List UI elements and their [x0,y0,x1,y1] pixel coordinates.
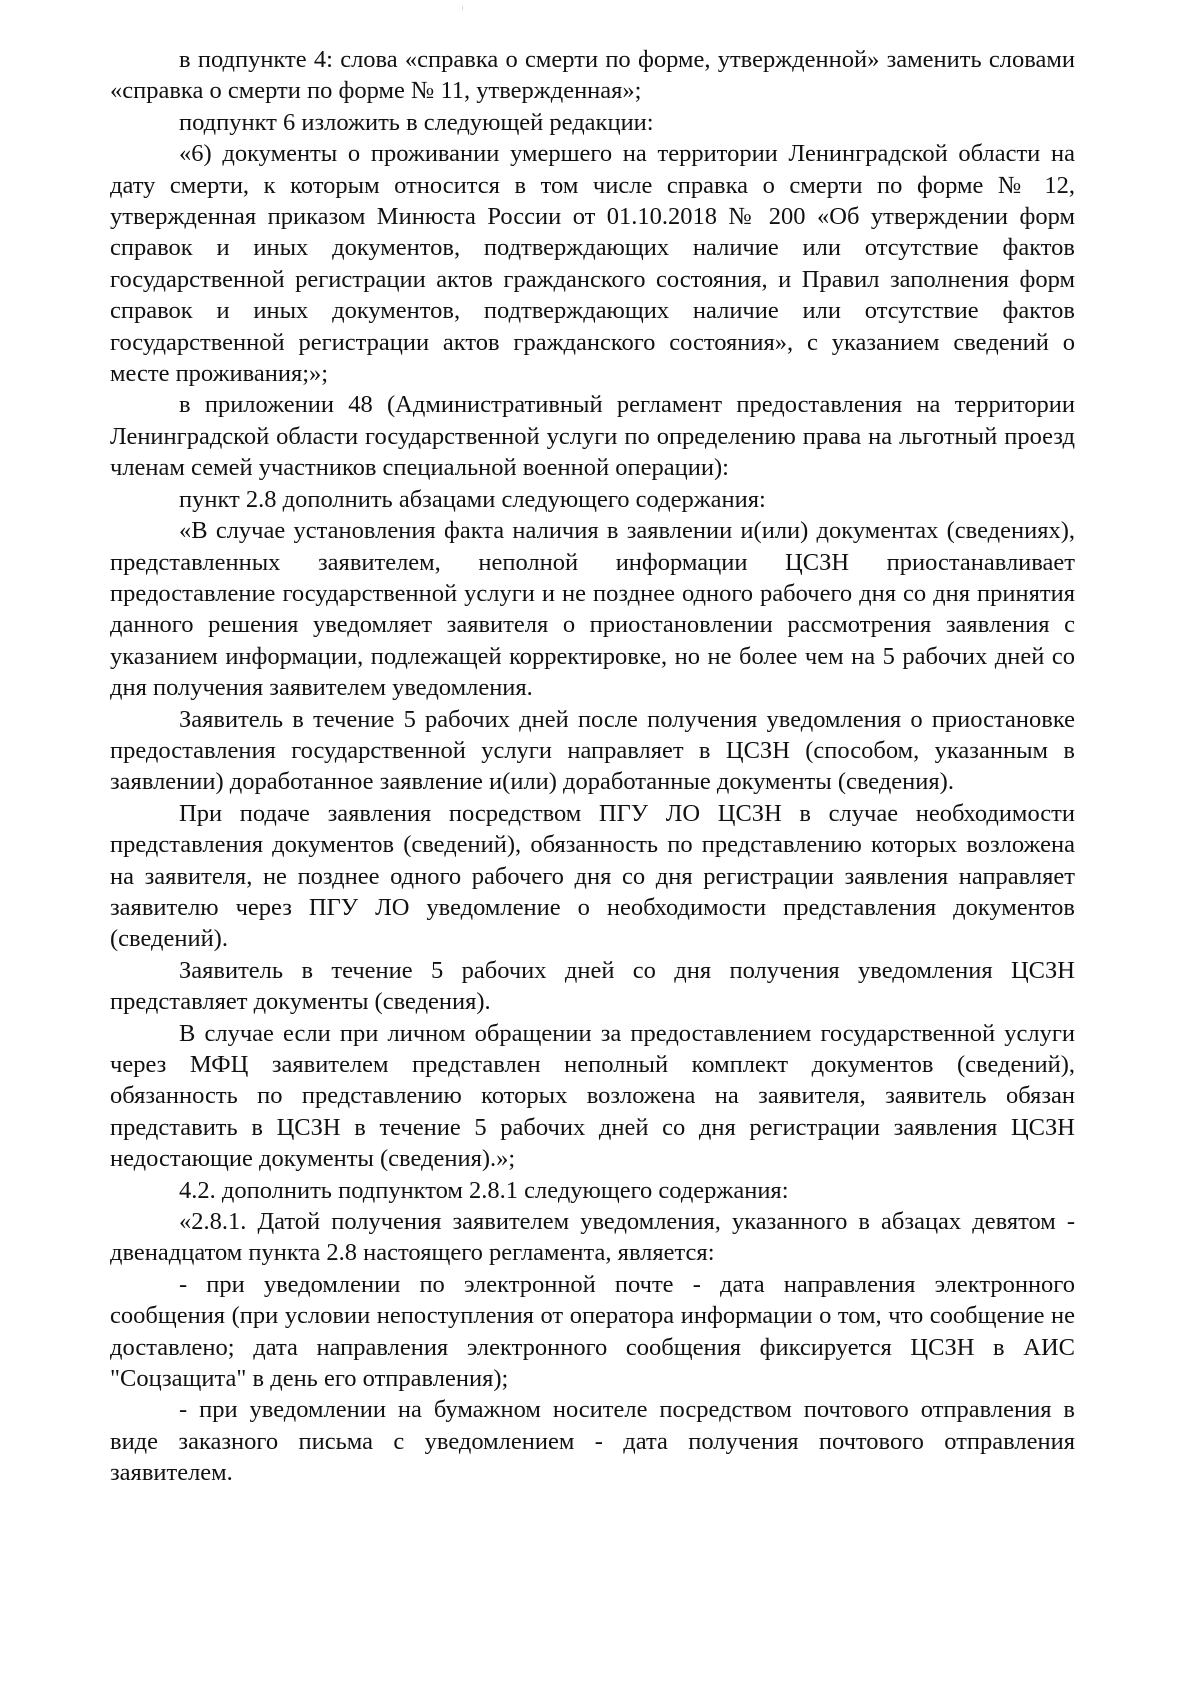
paragraph-8: При подаче заявления посредством ПГУ ЛО ЦСЗН в случае необходимости представления документов (сведений), обязанность по представлению которых возложена на заявителя, не позднее одного рабочего дня со дня регистрации заявления направляет заявителю через ПГУ ЛО уведомление о необходимости представления документов (сведений). [110,799,1075,953]
document-text [110,44,1075,1489]
paragraph-11: 4.2. дополнить подпунктом 2.8.1 следующего содержания: [179,1176,789,1204]
paragraph-10: В случае если при личном обращении за предоставлением государственной услуги через МФЦ заявителем представлен неполный комплект документов (сведений), обязанность по представлению которых возложена на заявителя, заявитель обязан представить в ЦСЗН в течение 5 рабочих дней со дня регистрации заявления ЦСЗН недостающие документы (сведения).»; [110,1019,1075,1173]
scan-edge-mark [462,6,463,10]
paragraph-9: Заявитель в течение 5 рабочих дней со дня получения уведомления ЦСЗН представляет документы (сведения). [110,956,1075,1016]
paragraph-2: подпункт 6 изложить в следующей редакции: [179,108,654,136]
paragraph-13: - при уведомлении по электронной почте - дата направления электронного сообщения (при условии непоступления от оператора информации о том, что сообщение не доставлено; дата направления электронного сообщения фиксируется ЦСЗН в АИС "Соцзащита" в день его отправления); [110,1270,1075,1393]
paragraph-12: «2.8.1. Датой получения заявителем уведомления, указанного в абзацах девятом - двенадцатом пункта 2.8 настоящего регламента, является: [110,1208,1075,1267]
paragraph-14: - при уведомлении на бумажном носителе посредством почтового отправления в виде заказного письма с уведомлением - дата получения почтового отправления заявителем. [110,1396,1075,1487]
paragraph-5: пункт 2.8 дополнить абзацами следующего содержания: [179,485,766,513]
paragraph-7: Заявитель в течение 5 рабочих дней после получения уведомления о приостановке предоставления государственной услуги направляет в ЦСЗН (способом, указанным в заявлении) доработанное заявление и(или) доработанные документы (сведения). [110,705,1075,796]
paragraph-1: в подпункте 4: слова «справка о смерти по форме, утвержденной» заменить словами «справка о смерти по форме № 11, утвержденная»; [110,46,1075,105]
paragraph-3: «6) документы о проживании умершего на территории Ленинградской области на дату смерти, к которым относится в том числе справка о смерти по форме № 12, утвержденная приказом Минюста России от 01.10.2018 № 200 «Об утверждении форм справок и иных документов, подтверждающих наличие или отсутствие фактов государственной регистрации актов гражданского состояния, и Правил заполнения форм справок и иных документов, подтверждающих наличие или отсутствие фактов государственной регистрации актов гражданского состояния», с указанием сведений о месте проживания;»; [110,140,1075,388]
paragraph-4: в приложении 48 (Административный регламент предоставления на территории Ленинградской области государственной услуги по определению права на льготный проезд членам семей участников специальной военной операции): [110,391,1075,482]
paragraph-6: «В случае установления факта наличия в заявлении и(или) документах (сведениях), представленных заявителем, неполной информации ЦСЗН приостанавливает предоставление государственной услуги и не позднее одного рабочего дня со дня принятия данного решения уведомляет заявителя о приостановлении рассмотрения заявления с указанием информации, подлежащей корректировке, но не более чем на 5 рабочих дней со дня получения заявителем уведомления. [110,517,1075,702]
